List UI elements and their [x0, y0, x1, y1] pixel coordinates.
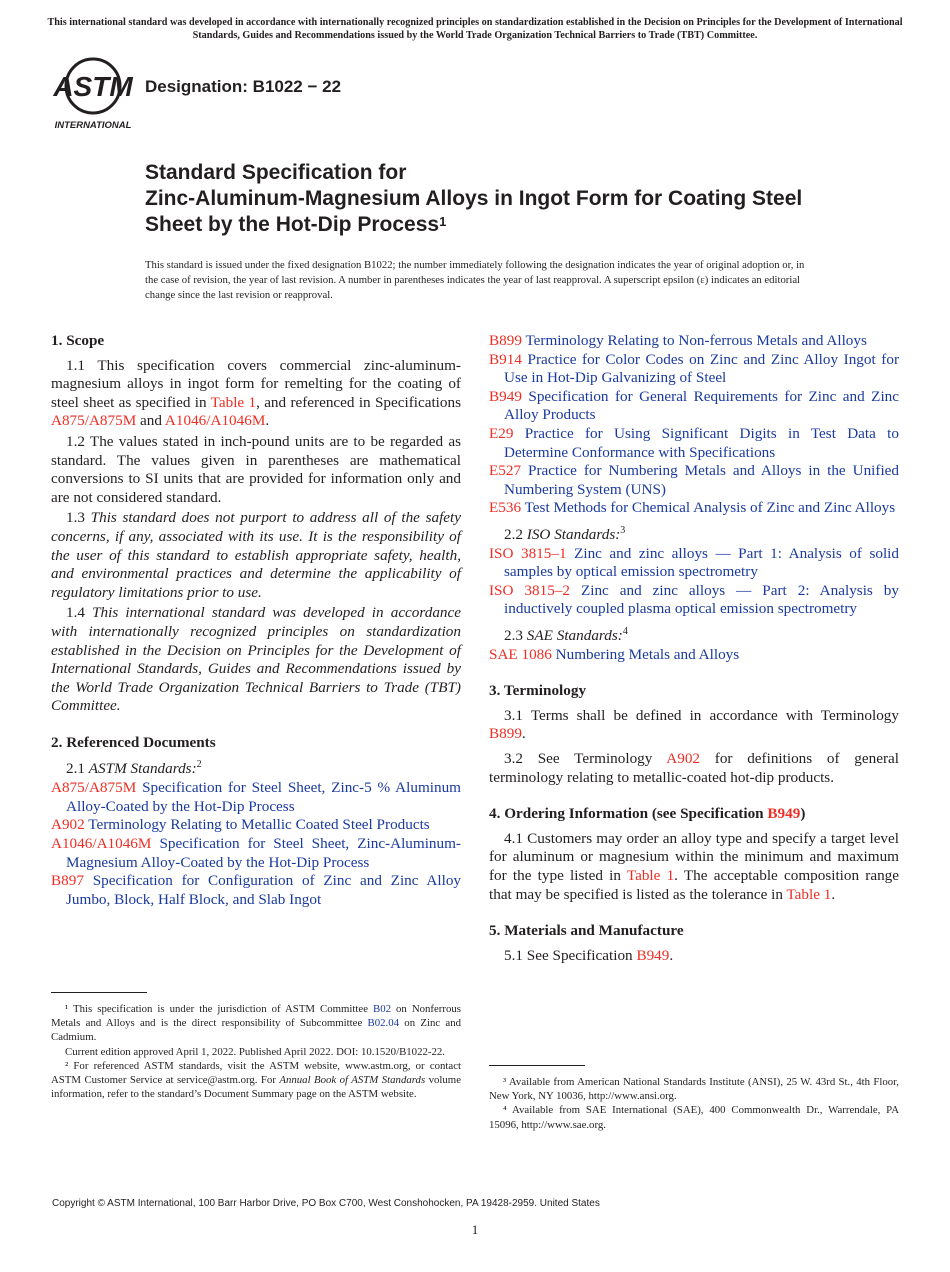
logo-text: INTERNATIONAL — [54, 120, 132, 131]
reference-item — [51, 779, 461, 816]
iso-standards-label: 2.2 ISO Standards:$^3$ — [504, 524, 626, 543]
left-column — [51, 332, 461, 909]
footnotes-left — [51, 1002, 461, 1101]
reference-code-link[interactable]: E536 — [489, 499, 522, 517]
reference-code-link[interactable]: E29 — [489, 424, 514, 442]
reference-title-link[interactable]: Numbering Metals and Alloys — [555, 645, 740, 663]
astm-logo-icon — [52, 56, 134, 132]
terminology-3-2: 3.2 See Terminology A902 for definitions of general terminology relating to metallic-coated hot-dip products. — [489, 750, 899, 786]
top-note: This international standard was developed in accordance with internationally recognized principles on standardization established in the Decision on Principles for the Development of International Standards, Guides and Recommendations issued by the World Trade Organization Technical Barriers to Trade (TBT) Committee. — [47, 17, 903, 41]
scope-1-1: 1.1 This specification covers commercial zinc-aluminum-magnesium alloys in ingot form for remelting for the coating of steel sheet as specified in Table 1, and referenced in Specifications A875/A875M and A1046/A1046M. — [51, 356, 461, 430]
title-line1: Standard Specification for — [145, 161, 407, 184]
reference-title-link[interactable]: Terminology Relating to Metallic Coated Steel Products — [88, 816, 430, 834]
sae-standards-label: 2.3 SAE Standards:$^4$ — [504, 625, 628, 645]
reference-title-link[interactable]: Zinc and zinc alloys — Part 2: Analysis by inductively coupled plasma optical emission spectrometry — [504, 581, 899, 618]
table-1-link[interactable]: Table 1 — [786, 885, 832, 903]
reference-item — [489, 351, 899, 388]
reference-code-link[interactable]: B897 — [51, 872, 84, 890]
materials-heading: 5. Materials and Manufacture — [489, 922, 684, 940]
svg-text:ASTM: ASTM — [53, 71, 133, 102]
reference-code-link[interactable]: A875/A875M — [51, 779, 137, 797]
reference-code-link[interactable]: ISO 3815–1 — [489, 544, 567, 562]
materials-5-1: 5.1 See Specification B949. — [504, 946, 674, 964]
footnotes-right — [489, 1075, 899, 1132]
reference-title-link[interactable]: Specification for Steel Sheet, Zinc-5 % Aluminum Alloy-Coated by the Hot-Dip Process — [66, 779, 461, 815]
title-line2: Zinc-Aluminum-Magnesium Alloys in Ingot Form for Coating Steel Sheet by the Hot-Dip Process — [145, 187, 803, 236]
astm-reference-list — [51, 779, 461, 909]
reference-code-link[interactable]: B949 — [489, 387, 522, 405]
ref-link[interactable]: B899 — [489, 725, 522, 743]
reference-code-link[interactable]: B914 — [489, 350, 522, 368]
reference-item — [489, 388, 899, 425]
reference-title-link[interactable]: Terminology Relating to Non-ferrous Metals and Alloys — [525, 332, 867, 349]
referenced-heading: 2. Referenced Documents — [51, 733, 216, 751]
reference-title-link[interactable]: Specification for Steel Sheet, Zinc-Aluminum-Magnesium Alloy-Coated by the Hot-Dip Process — [66, 834, 461, 871]
table-1-link[interactable]: Table 1 — [626, 866, 675, 884]
reference-title-link[interactable]: Specification for Configuration of Zinc and Zinc Alloy Jumbo, Block, Half Block, and Slab Ingot — [66, 872, 462, 908]
reference-code-link[interactable]: A902 — [51, 816, 85, 834]
scope-1-2: 1.2 The values stated in inch-pound units are to be regarded as standard. The values given in parentheses are mathematical conversions to SI units that are provided for information only and are not considered standard. — [51, 432, 461, 506]
subcommittee-link[interactable]: B02.04 — [367, 1017, 400, 1030]
reference-code-link[interactable]: E527 — [489, 462, 522, 480]
reference-item — [489, 425, 899, 462]
ref-link[interactable]: B949 — [767, 805, 801, 823]
reference-item — [489, 646, 899, 665]
right-column — [489, 332, 899, 965]
footnote-1-edition: Current edition approved April 1, 2022. Published April 2022. DOI: 10.1520/B1022-22. — [65, 1045, 445, 1058]
astm-reference-list-continued — [489, 332, 899, 518]
iso-reference-list — [489, 545, 899, 619]
reference-title-link[interactable]: Specification for General Requirements for Zinc and Zinc Alloy Products — [504, 387, 900, 424]
reference-title-link[interactable]: Practice for Numbering Metals and Alloys in the Unified Numbering System (UNS) — [504, 462, 900, 498]
reference-item — [51, 816, 461, 835]
reference-title-link[interactable]: Zinc and zinc alloys — Part 1: Analysis of solid samples by optical emission spectrometry — [504, 544, 899, 581]
sae-reference-list — [489, 646, 899, 665]
scope-1-3: 1.3 This standard does not purport to address all of the safety concerns, if any, associated with its use. It is the responsibility of the user of this standard to establish appropriate safety, health, and environmental practices and determine the applicability of regulatory limitations prior to use. — [51, 509, 462, 601]
reference-title-link[interactable]: Test Methods for Chemical Analysis of Zinc and Zinc Alloys — [524, 499, 896, 517]
ordering-4-1: 4.1 Customers may order an alloy type and specify a target level for aluminum or magnesium within the minimum and maximum for the type listed in Table 1. The acceptable composition range that may be specified is listed as the tolerance in Table 1. — [489, 829, 899, 903]
reference-item — [489, 462, 899, 499]
reference-item — [489, 499, 899, 518]
reference-title-link[interactable]: Practice for Color Codes on Zinc and Zinc Alloy Ingot for Use in Hot-Dip Galvanizing of Steel — [504, 350, 900, 387]
ref-link[interactable]: A902 — [666, 750, 701, 767]
reference-code-link[interactable]: ISO 3815–2 — [489, 581, 570, 599]
scope-1-4: 1.4 This international standard was developed in accordance with internationally recognized principles on standardization established in the Decision on Principles for the Development of International Standards, Guides and Recommendations issued by the World Trade Organization Technical Barriers to Trade (TBT) Committee. — [51, 604, 462, 715]
footnote-rule — [489, 1065, 585, 1066]
ref-link[interactable]: A875/A875M — [51, 412, 137, 430]
reference-code-link[interactable]: A1046/A1046M — [51, 834, 152, 852]
reference-code-link[interactable]: SAE 1086 — [489, 645, 552, 663]
ref-link[interactable]: B949 — [636, 946, 670, 964]
designation: Designation: B1022 − 22 — [145, 77, 342, 96]
reference-item — [489, 545, 899, 582]
reference-title-link[interactable]: Practice for Using Significant Digits in Test Data to Determine Conformance with Specifications — [504, 424, 899, 461]
ordering-heading: 4. Ordering Information (see Specification B949) — [489, 805, 806, 823]
footnote-2: ² For referenced ASTM standards, visit the ASTM website, www.astm.org, or contact ASTM Customer Service at service@astm.org. For Annual Book of ASTM Standards volume information, refer to the standard’s Document Summary page on the ASTM website. — [51, 1059, 461, 1101]
footnote-4: ⁴ Available from SAE International (SAE), 400 Commonwealth Dr., Warrendale, PA 15096, http://www.sae.org. — [489, 1104, 899, 1131]
page-number: 1 — [471, 1222, 479, 1237]
table-1-link[interactable]: Table 1 — [210, 393, 257, 411]
reference-code-link[interactable]: B899 — [489, 332, 522, 349]
copyright-footer: Copyright © ASTM International, 100 Barr Harbor Drive, PO Box C700, West Conshohocken, PA 19428-2959. United States — [52, 1198, 600, 1209]
reference-item — [51, 872, 461, 909]
scope-heading: 1. Scope — [51, 332, 105, 349]
footnote-rule — [51, 992, 147, 993]
astm-standards-label: 2.1 ASTM Standards:$^2$ — [66, 759, 202, 778]
reference-item — [489, 582, 899, 619]
ref-link[interactable]: A1046/A1046M — [164, 412, 266, 430]
footnote-3: ³ Available from American National Standards Institute (ANSI), 25 W. 43rd St., 4th Floor, New York, NY 10036, http://www.ansi.org. — [489, 1076, 899, 1103]
reference-item — [51, 835, 461, 872]
footnote-1: ¹ This specification is under the jurisdiction of ASTM Committee B02 on Nonferrous Metals and Alloys and is the direct responsibility of Subcommittee B02.04 on Zinc and Cadmium. — [51, 1003, 461, 1044]
committee-link[interactable]: B02 — [373, 1003, 392, 1015]
issuance-note: This standard is issued under the fixed designation B1022; the number immediately following the designation indicates the year of original adoption or, in the case of revision, the year of last revision. A number in parentheses indicates the year of last reapproval. A superscript epsilon (ε) indicates an editorial change since the last revision or reapproval. — [145, 259, 805, 301]
reference-item — [489, 332, 899, 351]
terminology-heading: 3. Terminology — [489, 682, 587, 700]
title-footnote-marker[interactable]: 1 — [439, 214, 447, 229]
document-title — [145, 160, 865, 238]
terminology-3-1: 3.1 Terms shall be defined in accordance with Terminology B899. — [489, 706, 899, 743]
